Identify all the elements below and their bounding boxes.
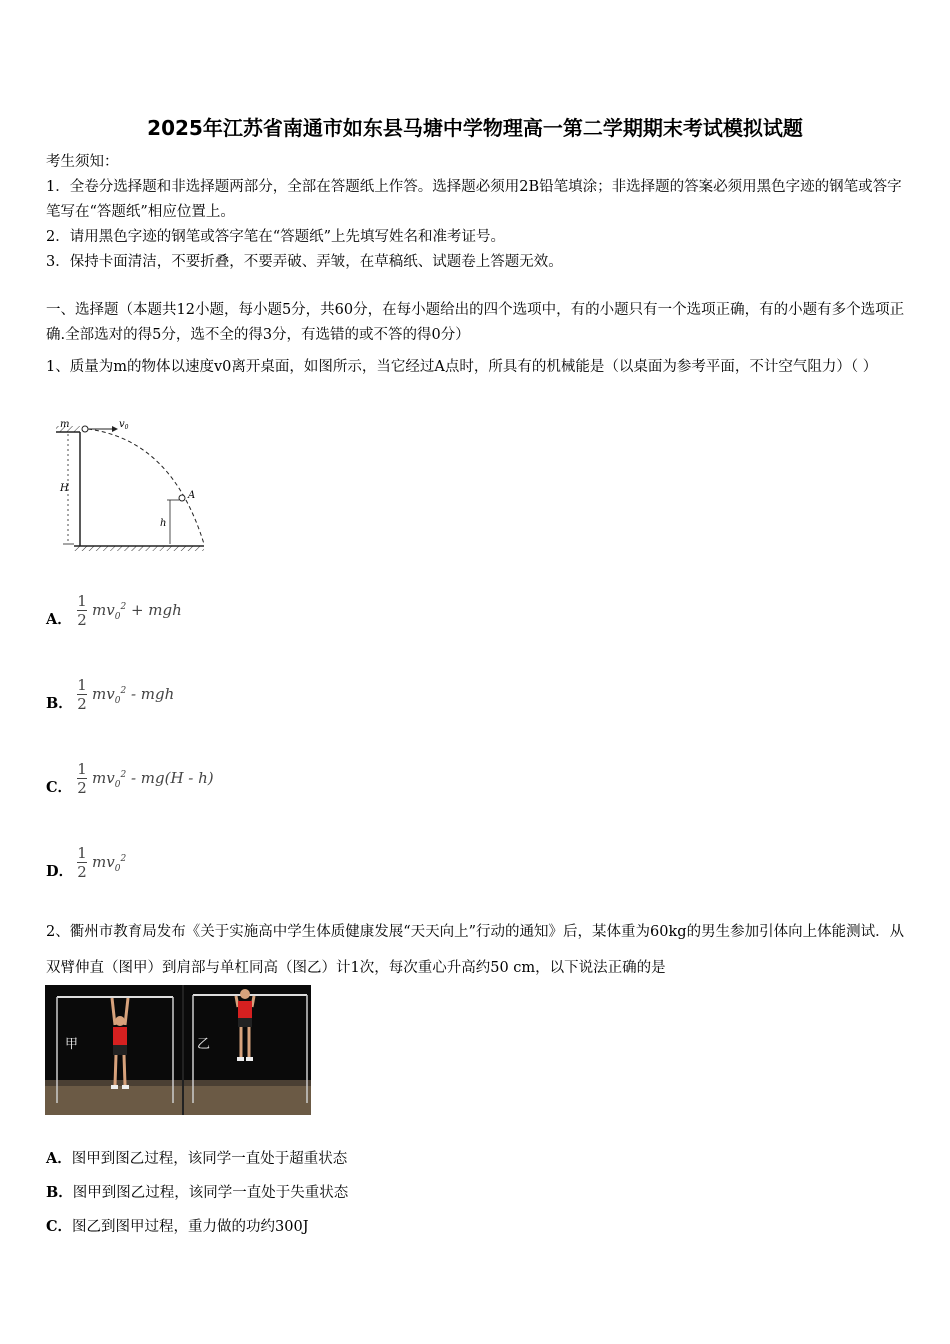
- option-formula: 1 2 $mv_0^2 - mg(H - h)$: [77, 760, 214, 797]
- option-text: 图甲到图乙过程，该同学一直处于超重状态: [71, 1151, 348, 1167]
- label-h: h: [160, 518, 167, 529]
- option-formula: 1 2 $mv_0^2$ + mgh: [77, 592, 182, 629]
- question-2-text: 2、衢州市教育局发布《关于实施高中学生体质健康发展“天天向上”行动的通知》后，某体重为60kg的男生参加引体向上体能测试．从双臂伸直（图甲）到肩部与单杠同高（图乙）计1次，每次重心升高约50 cm，以下说法正确的是: [46, 924, 905, 976]
- label-m: m: [60, 419, 70, 430]
- q2-option-C[interactable]: [46, 1215, 309, 1236]
- option-letter: B．: [46, 1184, 73, 1201]
- option-letter: B．: [46, 695, 73, 712]
- point-A: [179, 495, 185, 501]
- notice-heading: 考生须知：: [46, 154, 119, 170]
- fraction: 1 2: [77, 844, 87, 881]
- pull-up-photo: [45, 985, 311, 1115]
- fraction: 1 2: [77, 760, 87, 797]
- section-1-heading: 一、选择题（本题共12小题，每小题5分，共60分，在每小题给出的四个选项中，有的小题只有一个选项正确，有的小题有多个选项正确.全部选对的得5分，选不全的得3分，有选错的或不答的得0分）: [46, 302, 905, 343]
- notice-item-1: 1．全卷分选择题和非选择题两部分，全部在答题纸上作答。选择题必须用2B铅笔填涂；非选择题的答案必须用黑色字迹的钢笔或答字笔写在“答题纸”相应位置上。: [46, 179, 902, 220]
- q2-option-A[interactable]: [46, 1147, 347, 1168]
- option-letter: C．: [46, 1218, 73, 1235]
- label-A: A: [188, 490, 196, 501]
- option-formula: 1 2 $mv_0^2$: [77, 844, 127, 881]
- option-formula: 1 2 $mv_0^2$ - mgh: [77, 676, 175, 713]
- label-H: H: [60, 483, 69, 494]
- option-text: 图乙到图甲过程，重力做的功约300J: [72, 1219, 309, 1235]
- pull-up-illustration: [45, 985, 311, 1115]
- option-letter: C．: [46, 779, 73, 796]
- q2-option-B[interactable]: [46, 1181, 348, 1202]
- trajectory-curve: [88, 429, 204, 544]
- label-yi: 乙: [197, 1037, 211, 1052]
- fraction: 1 2: [77, 592, 87, 629]
- option-letter: A．: [46, 1150, 72, 1167]
- label-v0: $v_0$: [119, 419, 129, 431]
- notice-item-2: 2．请用黑色字迹的钢笔或答字笔在“答题纸”上先填写姓名和准考证号。: [46, 229, 506, 245]
- question-1-text: 1、质量为m的物体以速度v0离开桌面，如图所示，当它经过A点时，所具有的机械能是（以桌面为参考平面，不计空气阻力）（ ）: [46, 359, 878, 375]
- object-ball: [82, 426, 88, 432]
- label-jia: 甲: [65, 1037, 79, 1052]
- notice-item-3: 3．保持卡面清洁，不要折叠，不要弄破、弄皱，在草稿纸、试题卷上答题无效。: [46, 254, 563, 270]
- option-letter: D．: [46, 863, 74, 880]
- option-text: 图甲到图乙过程，该同学一直处于失重状态: [72, 1185, 349, 1201]
- option-letter: A．: [46, 611, 72, 628]
- fraction: 1 2: [77, 676, 87, 713]
- projectile-diagram: [52, 418, 212, 553]
- page-title: 2025年江苏省南通市如东县马塘中学物理高一第二学期期末考试模拟试题: [147, 116, 803, 140]
